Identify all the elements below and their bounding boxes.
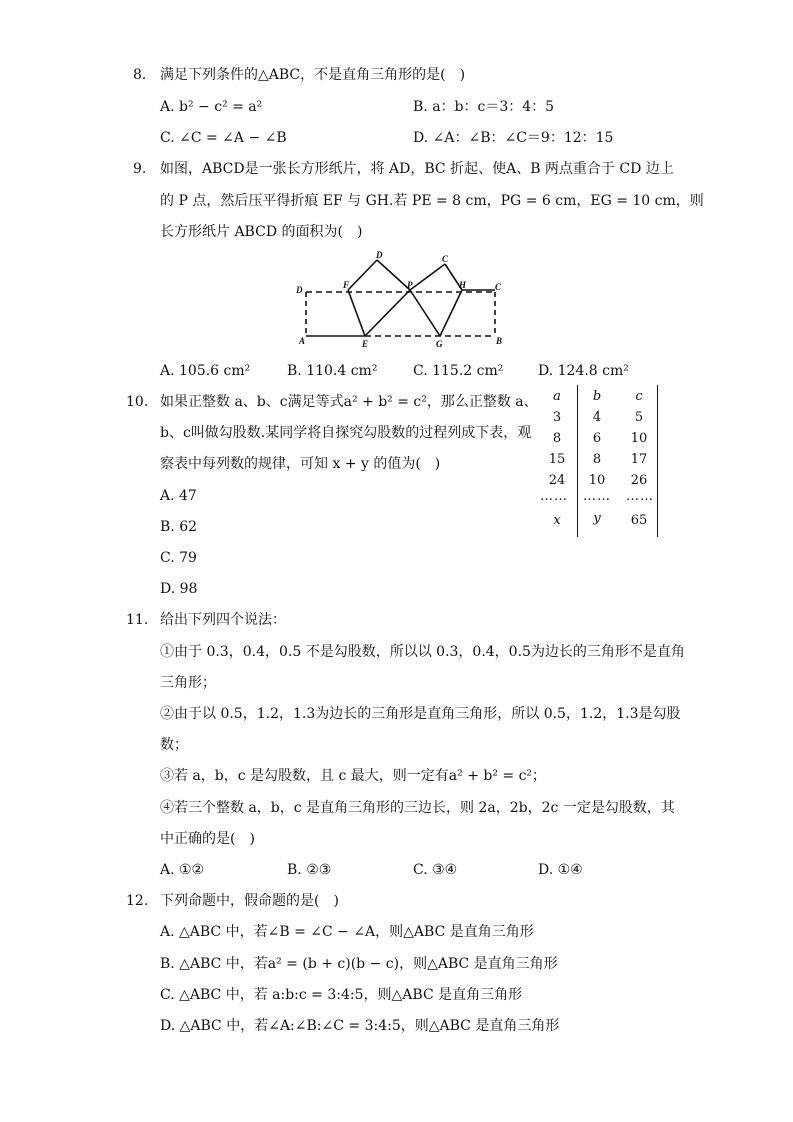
q12-number: 12. — [126, 893, 149, 909]
q8-option-d: D. ∠A：∠B：∠C＝9：12：15 — [413, 130, 614, 146]
q8-option-a: A. b² − c² = a² — [160, 99, 263, 115]
q12-option-b: B. △ABC 中，若a² = (b + c)(b − c)，则△ABC 是直角三角形 — [160, 956, 558, 972]
q9-option-d: D. 124.8 cm² — [538, 363, 629, 379]
q9-number: 9. — [133, 161, 147, 177]
q10-option-b: B. 62 — [160, 519, 198, 535]
q11-statement-3: ③若 a，b，c 是勾股数，且 c 最大，则一定有a² + b² = c²； — [160, 768, 547, 784]
q9-figure — [290, 248, 510, 352]
table-cell: 26 — [630, 473, 648, 488]
q10-stem-line2: b、c叫做勾股数.某同学将自探究勾股数的过程列成下表，观 — [160, 425, 532, 441]
q11-option-b: B. ②③ — [287, 862, 332, 878]
fig-label-P: P — [407, 280, 413, 290]
q12-option-a: A. △ABC 中，若∠B = ∠C − ∠A，则△ABC 是直角三角形 — [160, 924, 534, 940]
q11-intro: 给出下列四个说法： — [160, 612, 286, 628]
q9-stem-line2: 的 P 点，然后压平得折痕 EF 与 GH.若 PE = 8 cm，PG = 6 cm，EG = 10 cm，则 — [160, 193, 704, 209]
table-cell: 15 — [548, 452, 566, 467]
q9-stem-line1: 如图，ABCD是一张长方形纸片，将 AD，BC 折起、使A、B 两点重合于 CD 边上 — [160, 161, 674, 177]
fig-label-D: D — [296, 285, 303, 295]
table-dots: …… — [583, 489, 611, 504]
fig-label-Ctop: C — [442, 254, 449, 264]
q10-option-d: D. 98 — [160, 581, 198, 597]
q9-option-a: A. 105.6 cm² — [160, 363, 251, 379]
table-cell-y: y — [593, 511, 601, 526]
table-cell-x: x — [553, 513, 561, 528]
fig-label-G: G — [436, 339, 443, 349]
q10-stem-line3: 察表中每列数的规律，可知 x + y 的值为( ) — [160, 456, 441, 472]
q11-option-d: D. ①④ — [538, 862, 583, 878]
q11-statement-2-cont: 数； — [160, 737, 188, 753]
table-cell: 8 — [552, 431, 562, 446]
table-header-b: b — [592, 389, 602, 404]
q9-option-c: C. 115.2 cm² — [413, 363, 504, 379]
pythagorean-table — [540, 385, 665, 540]
q8-stem: 满足下列条件的△ABC，不是直角三角形的是( ) — [160, 67, 466, 83]
q11-option-a: A. ①② — [160, 862, 205, 878]
q12-stem: 下列命题中，假命题的是( ) — [160, 893, 339, 909]
table-dots: …… — [540, 489, 568, 504]
q11-statement-4: ④若三个整数 a，b，c 是直角三角形的三边长，则 2a，2b，2c 一定是勾股数，其 — [160, 800, 675, 816]
q8-number: 8. — [133, 67, 147, 83]
table-cell: 4 — [592, 410, 602, 425]
table-cell: 5 — [634, 410, 644, 425]
q10-option-c: C. 79 — [160, 550, 197, 566]
q11-statement-2: ②由于以 0.5，1.2，1.3为边长的三角形是直角三角形，所以 0.5，1.2，1.3是勾股 — [160, 706, 681, 722]
q10-number: 10. — [126, 394, 149, 410]
q11-statement-1: ①由于 0.3，0.4，0.5 不是勾股数，所以以 0.3，0.4，0.5为边长的三角形不是直角 — [160, 644, 685, 660]
table-header-a: a — [553, 389, 561, 404]
fig-label-F: F — [343, 280, 350, 290]
table-dots: …… — [626, 489, 654, 504]
fig-label-C: C — [495, 282, 502, 292]
table-cell: 10 — [588, 473, 606, 488]
q9-option-b: B. 110.4 cm² — [287, 363, 378, 379]
fig-label-E: E — [362, 339, 369, 349]
q12-option-c: C. △ABC 中，若 a:b:c = 3:4:5，则△ABC 是直角三角形 — [160, 987, 523, 1003]
q11-statement-1-cont: 三角形； — [160, 675, 216, 691]
q11-number: 11. — [126, 612, 149, 628]
q8-option-b: B. a：b：c＝3：4：5 — [413, 99, 555, 115]
table-cell: 10 — [630, 431, 648, 446]
fig-label-B: B — [496, 336, 503, 346]
table-cell: 17 — [630, 452, 648, 467]
q10-stem-line1: 如果正整数 a、b、c满足等式a² + b² = c²，那么正整数 a、 — [160, 394, 538, 410]
table-cell: 3 — [552, 410, 562, 425]
q8-option-c: C. ∠C = ∠A − ∠B — [160, 130, 287, 146]
q12-option-d: D. △ABC 中，若∠A:∠B:∠C = 3:4:5，则△ABC 是直角三角形 — [160, 1018, 560, 1034]
table-cell: 24 — [548, 473, 566, 488]
table-cell: 8 — [592, 452, 602, 467]
table-cell: 6 — [592, 431, 602, 446]
fig-label-A: A — [299, 336, 306, 346]
q9-stem-line3: 长方形纸片 ABCD 的面积为( ) — [160, 224, 363, 240]
q11-option-c: C. ③④ — [413, 862, 458, 878]
fig-label-Dtop: D — [376, 250, 383, 260]
fig-label-H: H — [459, 280, 467, 290]
table-header-c: c — [635, 389, 643, 404]
table-cell: 65 — [630, 513, 648, 528]
q10-option-a: A. 47 — [160, 488, 197, 504]
q11-statement-4-cont: 中正确的是( ) — [160, 831, 255, 847]
